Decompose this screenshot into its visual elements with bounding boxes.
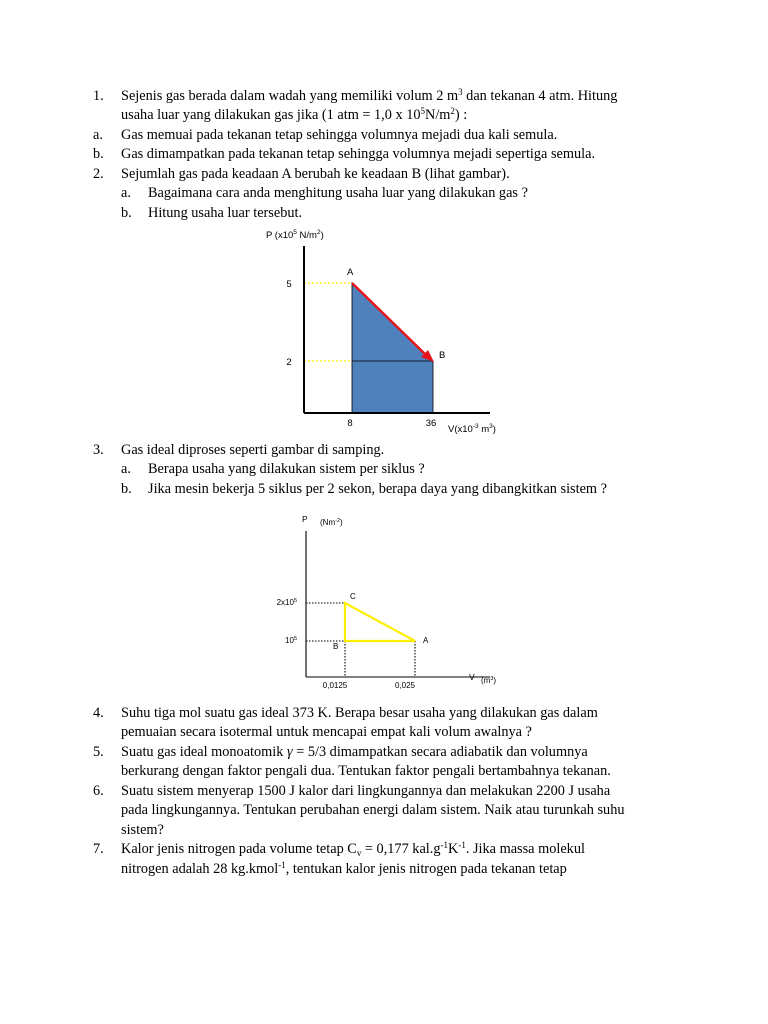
point-label-a: A (423, 636, 429, 645)
question-7-line-1: Kalor jenis nitrogen pada volume tetap $C_v = 0,177$ $kal.g^{-1}K^{-1}$. Jika massa molekul (121, 840, 585, 858)
y-tick-label: 5 (286, 279, 292, 290)
cycle-path (345, 603, 415, 641)
point-label-a: A (347, 267, 354, 278)
x-axis-unit: $(m^3)$ (481, 676, 497, 685)
y-tick-label: $2x10^5$ (276, 598, 297, 607)
x-axis-label: $V(x10^{-3}$ $m^3$) (448, 423, 496, 435)
question-1-a-text: Gas memuai pada tekanan tetap sehingga volumnya mejadi dua kali semula. (121, 127, 558, 143)
question-6-line-1: Suatu sistem menyerap 1500 J kalor dari lingkungannya dan melakukan 2200 J usaha (121, 783, 611, 799)
question-3-a-text: Berapa usaha yang dilakukan sistem per siklus ? (148, 461, 425, 477)
question-number: 2. (93, 166, 104, 182)
point-label-b: B (333, 642, 339, 651)
question-3-b-text: Jika mesin bekerja 5 siklus per 2 sekon, berapa daya yang dibangkitkan sistem ? (148, 481, 607, 497)
x-tick-label: 0,0125 (322, 681, 348, 690)
question-1-b-text: Gas dimampatkan pada tekanan tetap sehingga volumnya mejadi sepertiga semula. (121, 146, 596, 162)
question-2-b-text: Hitung usaha luar tersebut. (148, 205, 303, 221)
question-number: 4. (93, 705, 104, 721)
question-6-line-3: sistem? (121, 822, 164, 838)
question-number: 3. (93, 442, 104, 458)
question-4-line-2: pemuaian secara isotermal untuk mencapai empat kali volum awalnya ? (121, 724, 532, 740)
y-axis-unit: $(Nm^{-2})$ (320, 518, 343, 527)
question-number: 5. (93, 744, 104, 760)
sub-question-label: a. (93, 127, 103, 143)
question-5-line-2: berkurang dengan faktor pengali dua. Tentukan faktor pengali bertambahnya tekanan. (121, 763, 611, 779)
sub-question-label: b. (121, 481, 132, 497)
question-number: 1. (93, 88, 104, 104)
question-number: 7. (93, 841, 104, 857)
point-label-b: B (439, 350, 446, 361)
sub-question-label: b. (93, 146, 104, 162)
sub-question-label: a. (121, 185, 131, 201)
question-6-line-2: pada lingkungannya. Tentukan perubahan energi dalam sistem. Naik atau turunkah suhu (121, 802, 625, 818)
y-axis-label: P ($x10^5$ $N/m^2$) (266, 229, 324, 241)
question-3-text: Gas ideal diproses seperti gambar di samping. (121, 442, 385, 458)
question-5-line-1: Suatu gas ideal monoatomik γ = 5/3 dimampatkan secara adiabatik dan volumnya (121, 744, 588, 760)
x-tick-label: 8 (347, 418, 353, 429)
question-4-line-1: Suhu tiga mol suatu gas ideal 373 K. Berapa besar usaha yang dilakukan gas dalam (121, 705, 598, 721)
question-1-line-1: Sejenis gas berada dalam wadah yang memiliki volum 2 $m^3$ dan tekanan 4 atm. Hitung (121, 87, 618, 104)
question-1-line-2: usaha luar yang dilakukan gas jika (1 atm = 1,0 x $10^5N/m^2$) : (121, 106, 468, 123)
y-tick-label: $10^5$ (285, 636, 297, 645)
y-tick-label: 2 (286, 357, 292, 368)
point-label-c: C (350, 592, 356, 601)
x-tick-label: 36 (425, 418, 437, 429)
sub-question-label: b. (121, 205, 132, 221)
x-axis-label: V (469, 672, 475, 682)
y-axis-label: P (302, 514, 308, 524)
question-number: 6. (93, 783, 104, 799)
sub-question-label: a. (121, 461, 131, 477)
question-2-a-text: Bagaimana cara anda menghitung usaha luar yang dilakukan gas ? (148, 185, 528, 201)
x-tick-label: 0,025 (394, 681, 416, 690)
question-2-text: Sejumlah gas pada keadaan A berubah ke keadaan B (lihat gambar). (121, 166, 510, 182)
question-7-line-2: nitrogen adalah 28 kg.kmol$^{-1}$, tentukan kalor jenis nitrogen pada tekanan tetap (121, 860, 567, 877)
